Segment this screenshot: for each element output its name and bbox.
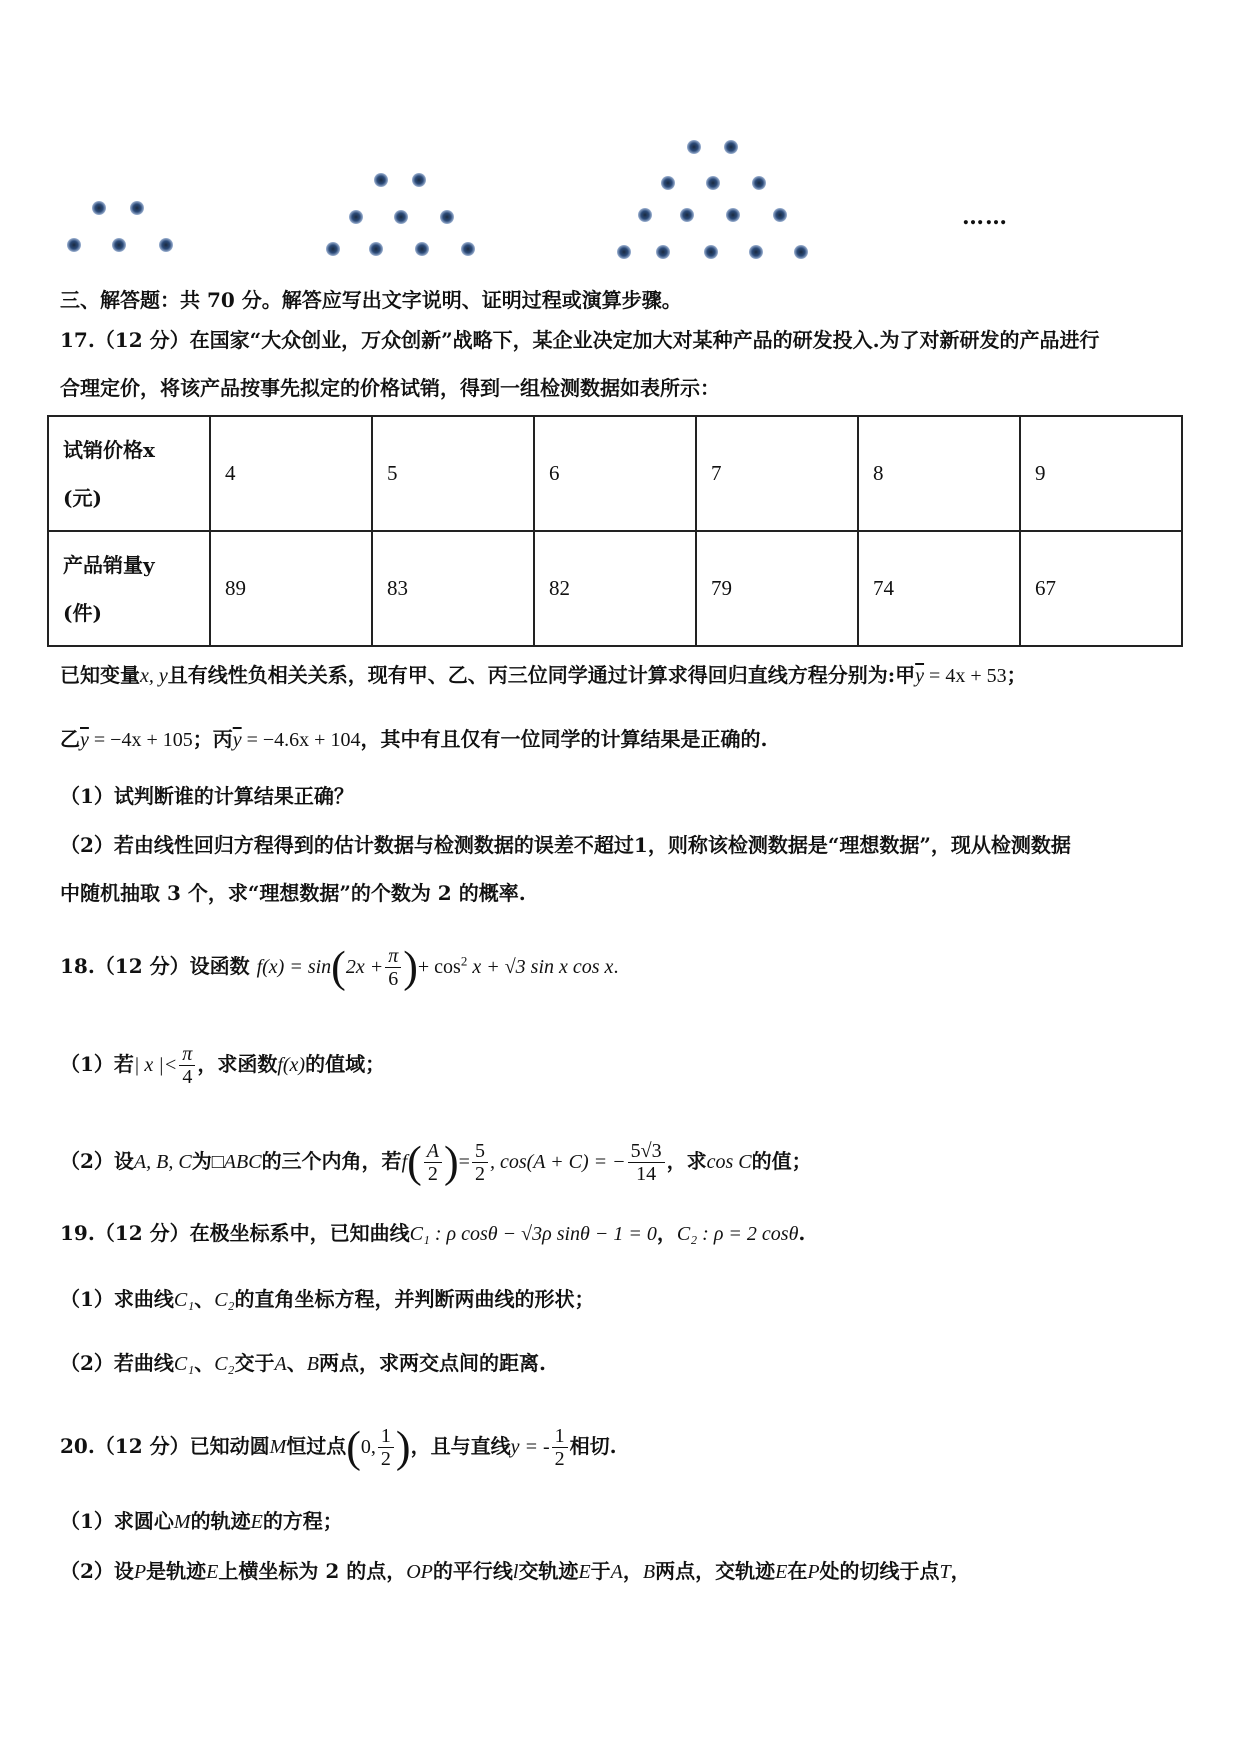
q17-data-table (47, 415, 1183, 647)
section-heading: 三、解答题：共 70 分。解答应写出文字说明、证明过程或演算步骤。 (60, 288, 682, 312)
q19-sub-1: （1）求曲线C₁、C₂的直角坐标方程，并判断两曲线的形状； (60, 1287, 595, 1311)
table-row-price (48, 416, 1182, 531)
q17-sub-2-line-2: 中随机抽取 3 个，求“理想数据”的个数为 2 的概率. (60, 881, 526, 905)
q17-line-2: 合理定价，将该产品按事先拟定的价格试销，得到一组检测数据如表所示： (60, 376, 720, 400)
dot-group-2 (326, 173, 475, 256)
q18-stem: 18.（12 分）设函数 f(x) = sin(2x + $\frac{\pi}{6}$ )+ $\cos^2 x + √3$ sin x cos x. (60, 942, 619, 992)
table-cell: 7 (696, 416, 858, 531)
table-header-sales: 产品销量y (件) (48, 531, 210, 646)
q18-sub-2: （2）设A, B, C为□ABC的三个内角，若f( $\frac{A}{2}$ )= $\frac{5}{2}$ , cos(A + C) = − $\frac{5√3}{14}$ ，求cos C的值； (60, 1137, 812, 1187)
table-cell: 83 (372, 531, 534, 646)
q19-sub-2: （2）若曲线C₁、C₂交于A、B两点，求两交点间的距离. (60, 1351, 546, 1375)
q17-text-4: 乙$\overline{y} = -4x + 105$；丙$\overline{y} = -4.6x + 104$，其中有且仅有一位同学的计算结果是正确的. (60, 727, 768, 751)
q17-line-1: 17.（12 分）在国家“大众创业，万众创新”战略下，某企业决定加大对某种产品的研发投入.为了对新研发的产品进行 (60, 328, 1100, 352)
q17-text-3: 已知变量x, y且有线性负相关关系，现有甲、乙、丙三位同学通过计算求得回归直线方程分别为:甲$\overline{y} = 4x + 53$； (60, 663, 1027, 687)
q17-sub-1: （1）试判断谁的计算结果正确？ (60, 784, 354, 808)
table-cell: 6 (534, 416, 696, 531)
q20-sub-1: （1）求圆心M的轨迹E的方程； (60, 1509, 343, 1533)
q19-stem: 19.（12 分）在极坐标系中，已知曲线C₁ : ρ cosθ − √3ρ sinθ − 1 = 0，C₂ : ρ = 2 cosθ. (60, 1221, 806, 1245)
table-cell: 74 (858, 531, 1020, 646)
q20-sub-2: （2）设P是轨迹E上横坐标为 2 的点，OP的平行线l交轨迹E于A，B两点，交轨迹E在P处的切线于点T， (60, 1559, 971, 1583)
dot-group-1 (67, 201, 173, 252)
table-cell: 79 (696, 531, 858, 646)
q17-sub-2-line-1: （2）若由线性回归方程得到的估计数据与检测数据的误差不超过1，则称该检测数据是“理想数据”，现从检测数据 (60, 833, 1071, 857)
q18-sub-1: （1）若| x |< $\frac{\pi}{4}$ ，求函数f(x)的值域； (60, 1043, 386, 1088)
table-cell: 67 (1020, 531, 1182, 646)
table-row-sales (48, 531, 1182, 646)
table-cell: 9 (1020, 416, 1182, 531)
dot-group-3 (617, 140, 808, 259)
ellipsis: …… (962, 204, 1008, 230)
table-cell: 89 (210, 531, 372, 646)
table-cell: 8 (858, 416, 1020, 531)
table-cell: 5 (372, 416, 534, 531)
table-header-price: 试销价格x (元) (48, 416, 210, 531)
q20-stem: 20.（12 分）已知动圆M恒过点(0, $\frac{1}{2}$ )，且与直线y = - $\frac{1}{2}$ 相切. (60, 1422, 617, 1472)
table-cell: 4 (210, 416, 372, 531)
table-cell: 82 (534, 531, 696, 646)
dot-pattern-figure (0, 0, 1240, 270)
